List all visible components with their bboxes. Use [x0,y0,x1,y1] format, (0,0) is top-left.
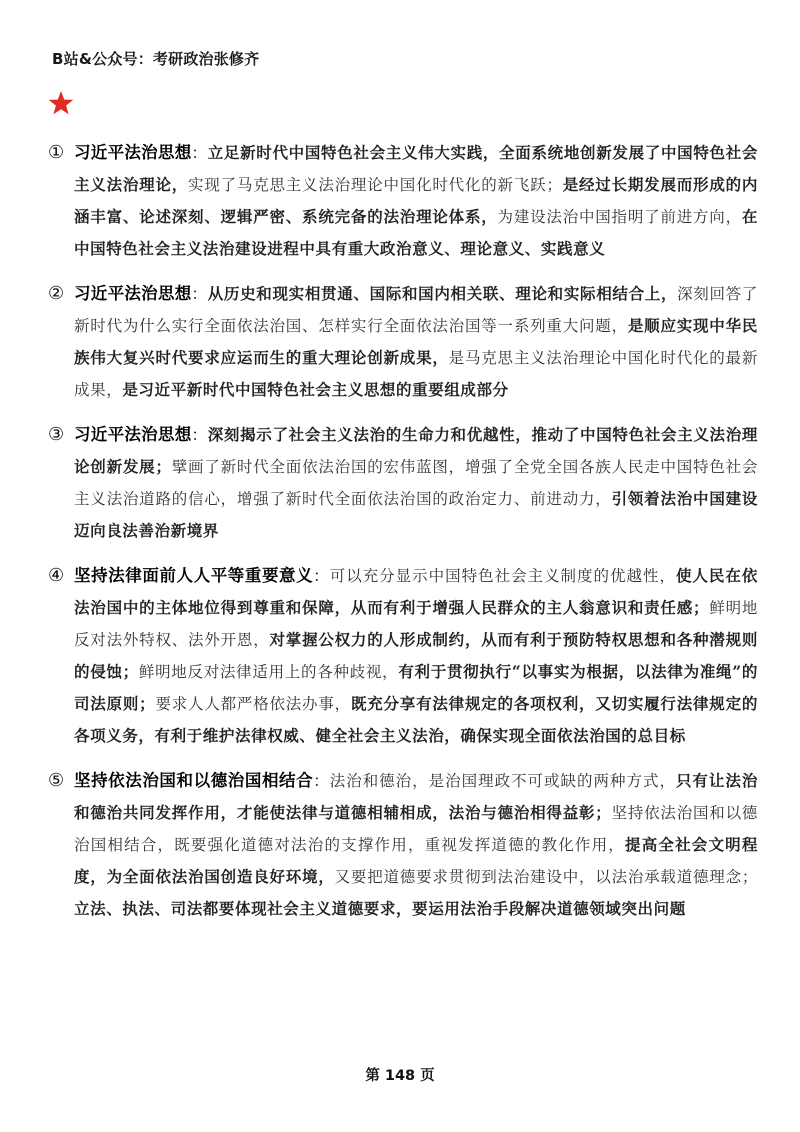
text-segment: 又要把道德要求贯彻到法治建设中，以法治承载道德理念； [334,868,758,886]
text-segment: 从历史和现实相贯通、国际和国内相关联、理论和实际相结合上， [207,284,678,303]
text-segment: 在中国特色社会主义法治建设进程中具有重大政治意义、理论意义、实践意义 [74,207,758,258]
item-title-colon: ： [191,426,208,444]
list-item [48,560,758,752]
content-body [48,137,758,938]
item-number: ④ [48,565,65,586]
item-title-colon: ： [191,285,208,303]
text-segment: 鲜明地反对法外特权、法外开恩， [74,599,758,649]
page-header: B站&公众号：考研政治张修齐 [52,50,260,68]
item-title: 习近平法治思想 [74,143,192,162]
item-text [70,137,758,265]
text-segment: 使人民在依法治国中的主体地位得到尊重和保障，从而有利于增强人民群众的主人翁意识和责任感； [74,566,758,617]
item-title: 习近平法治思想 [74,425,192,444]
text-segment: 提高全社会文明程度，为全面依法治国创造良好环境， [74,835,758,886]
list-item [48,419,758,547]
text-segment: 可以充分显示中国特色社会主义制度的优越性， [329,567,676,585]
text-segment: 是习近平新时代中国特色社会主义思想的重要组成部分 [122,380,509,399]
item-title: 坚持法律面前人人平等重要意义 [74,566,314,585]
text-segment: 要求人人都严格依法办事， [155,695,351,713]
text-segment: 立足新时代中国特色社会主义伟大实践，全面系统地创新发展了中国特色社会主义法治理论， [74,143,758,194]
text-segment: 鲜明地反对法律适用上的各种歧视， [138,663,399,681]
item-title: 习近平法治思想 [74,284,192,303]
list-item [48,278,758,406]
text-segment: 只有让法治和德治共同发挥作用，才能使法律与道德相辅相成，法治与德治相得益彰； [74,771,758,822]
item-title-colon: ： [191,144,208,162]
text-segment: 是经过长期发展而形成的内涵丰富、论述深刻、逻辑严密、系统完备的法治理论体系， [74,175,758,226]
text-segment: 对掌握公权力的人形成制约，从而有利于预防特权思想和各种潜规则的侵蚀； [74,630,758,681]
item-number: ② [48,283,65,304]
item-text [70,560,758,752]
item-number: ① [48,142,65,163]
text-segment: 擘画了新时代全面依法治国的宏伟蓝图，增强了全党全国各族人民走中国特色社会主义法治道路的信心，增强了新时代全面依法治国的政治定力、前进动力， [74,458,758,508]
text-segment: 为建设法治中国指明了前进方向， [497,208,742,226]
text-segment: 实现了马克思主义法治理论中国化时代化的新飞跃； [188,176,563,194]
text-segment: 坚持依法治国和以德治国相结合，既要强化道德对法治的支撑作用，重视发挥道德的教化作用， [74,804,758,854]
text-segment: 引领着法治中国建设迈向良法善治新境界 [74,489,758,540]
text-segment: 是顺应实现中华民族伟大复兴时代要求应运而生的重大理论创新成果， [74,316,758,367]
text-segment: 有利于贯彻执行“以事实为根据，以法律为准绳”的司法原则； [74,662,758,713]
text-segment: 既充分享有法律规定的各项权利，又切实履行法律规定的各项义务，有利于维护法律权威、健全社会主义法治，确保实现全面依法治国的总目标 [74,694,758,745]
text-segment: 深刻揭示了社会主义法治的生命力和优越性，推动了中国特色社会主义法治理论创新发展； [74,425,758,476]
text-segment: 法治和德治，是治国理政不可或缺的两种方式， [329,772,676,790]
item-title: 坚持依法治国和以德治国相结合 [74,771,314,790]
item-number: ③ [48,424,65,445]
list-item [48,765,758,925]
text-segment: 立法、执法、司法都要体现社会主义道德要求，要运用法治手段解决道德领域突出问题 [74,899,686,918]
star-icon [48,90,74,116]
page-number: 第 148 页 [365,1068,435,1084]
item-text [70,765,758,925]
list-item [48,137,758,265]
item-title-colon: ： [313,772,330,790]
item-text [70,419,758,547]
item-title-colon: ： [313,567,330,585]
text-segment: 是马克思主义法治理论中国化时代化的最新成果， [74,349,758,399]
item-number: ⑤ [48,770,65,791]
item-text [70,278,758,406]
text-segment: 深刻回答了新时代为什么实行全面依法治国、怎样实行全面依法治国等一系列重大问题， [74,285,758,335]
